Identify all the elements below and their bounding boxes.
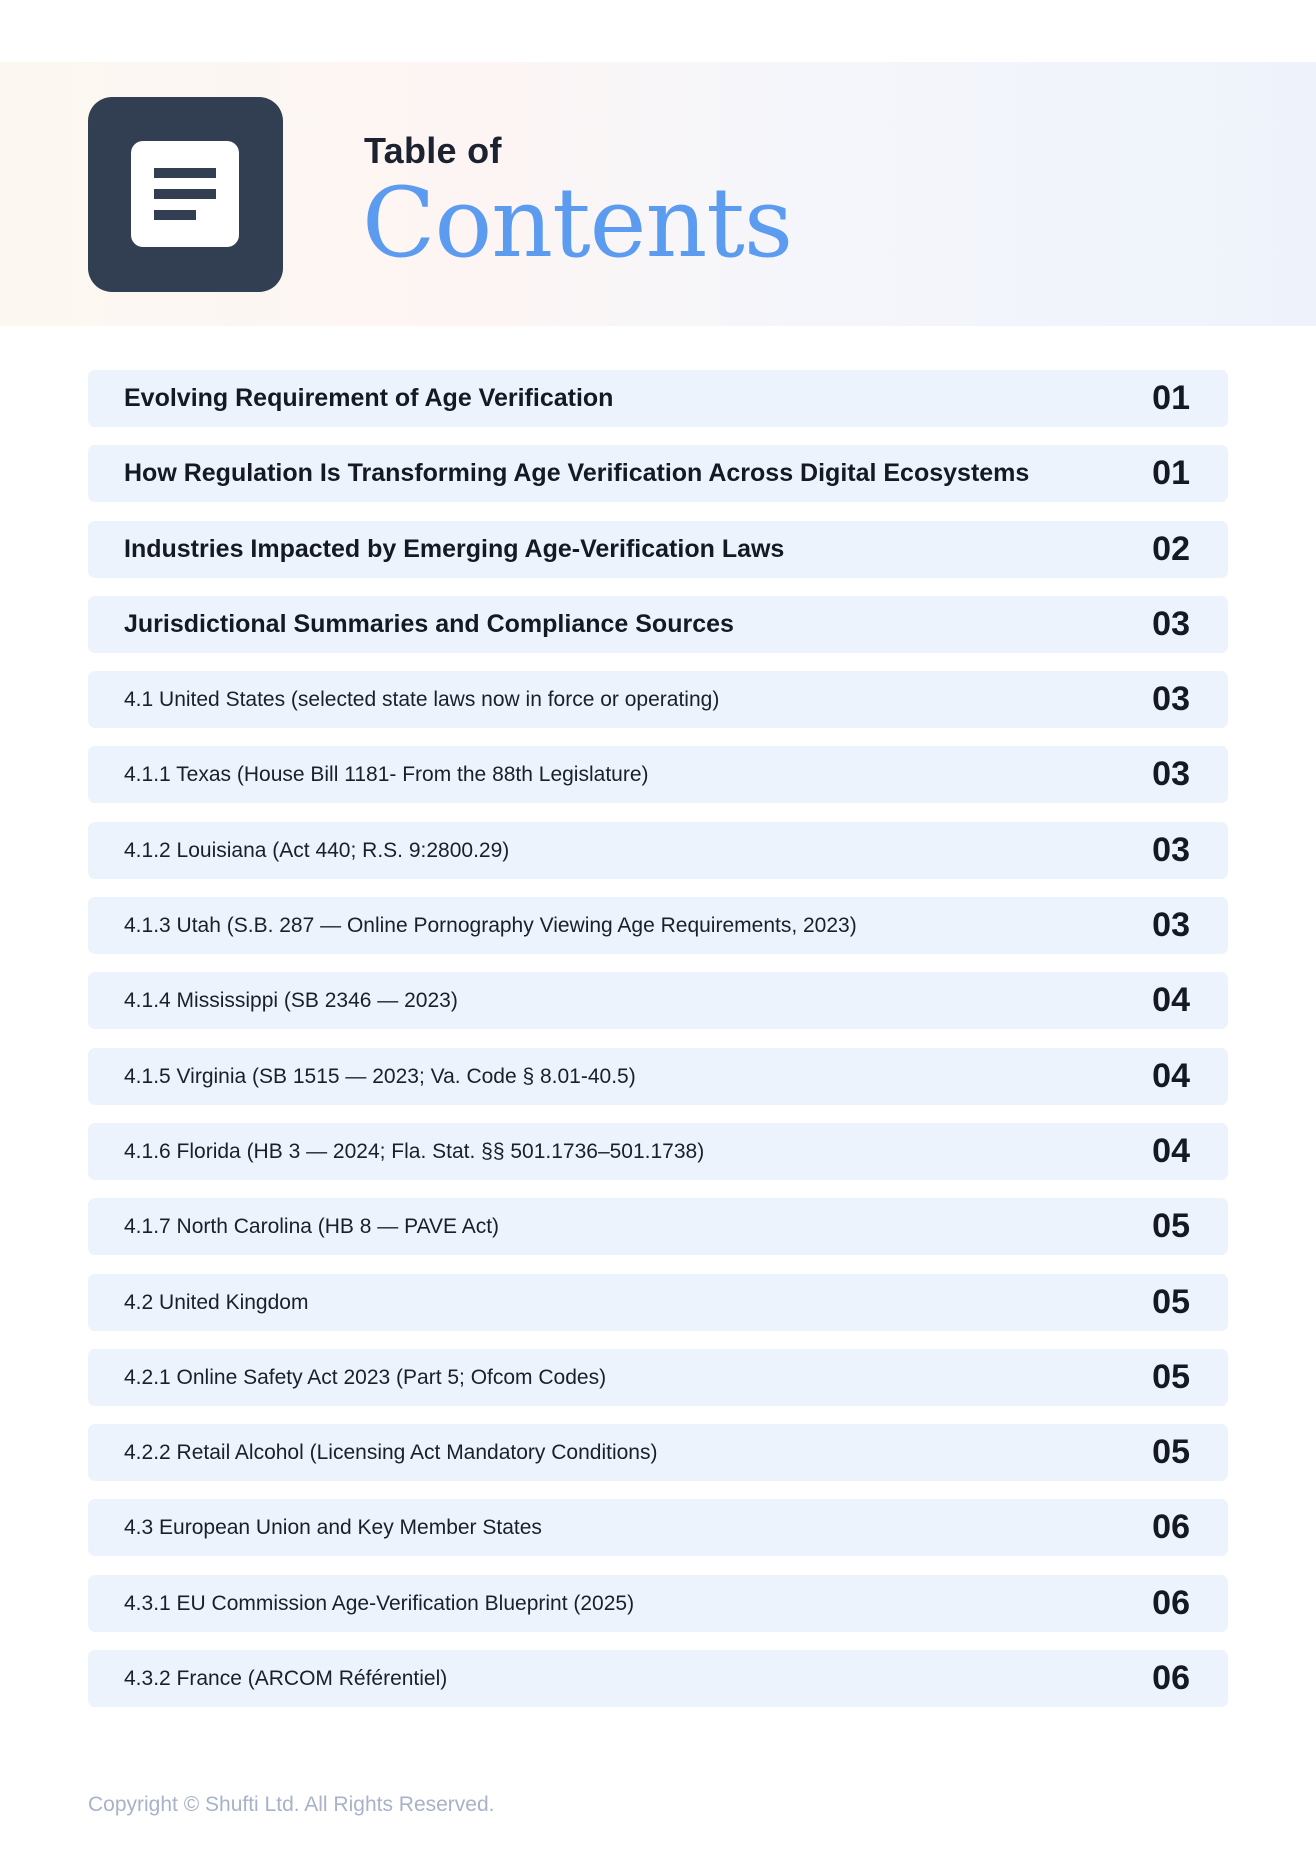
toc-entry-title: 4.3 European Union and Key Member States bbox=[124, 1516, 542, 1540]
toc-entry[interactable] bbox=[88, 822, 1228, 879]
title-small: Table of bbox=[364, 130, 502, 171]
toc-entry[interactable] bbox=[88, 1048, 1228, 1105]
toc-entry[interactable] bbox=[88, 1349, 1228, 1406]
toc-entry[interactable] bbox=[88, 671, 1228, 728]
toc-entry-page-number: 05 bbox=[1152, 1433, 1190, 1472]
toc-entry-page-number: 04 bbox=[1152, 981, 1190, 1020]
toc-entry[interactable] bbox=[88, 1650, 1228, 1707]
toc-entry-page-number: 03 bbox=[1152, 906, 1190, 945]
toc-entry-page-number: 06 bbox=[1152, 1659, 1190, 1698]
icon-line bbox=[154, 168, 216, 178]
toc-entry[interactable] bbox=[88, 1198, 1228, 1255]
toc-entry[interactable] bbox=[88, 1575, 1228, 1632]
toc-entry[interactable] bbox=[88, 897, 1228, 954]
toc-entry-page-number: 05 bbox=[1152, 1207, 1190, 1246]
toc-entry-page-number: 05 bbox=[1152, 1282, 1190, 1321]
document-sheet bbox=[131, 141, 239, 247]
toc-entry[interactable] bbox=[88, 445, 1228, 502]
toc-entry[interactable] bbox=[88, 1274, 1228, 1331]
toc-entry-title: 4.1.5 Virginia (SB 1515 — 2023; Va. Code § 8.01-40.5) bbox=[124, 1064, 636, 1088]
toc-entry-title: 4.1.1 Texas (House Bill 1181- From the 88th Legislature) bbox=[124, 763, 649, 787]
toc-entry-title: Jurisdictional Summaries and Compliance Sources bbox=[124, 609, 734, 638]
document-lines-icon bbox=[88, 97, 283, 292]
toc-entry-title: 4.2 United Kingdom bbox=[124, 1290, 309, 1314]
toc-entry-page-number: 03 bbox=[1152, 755, 1190, 794]
page-title: Contents bbox=[362, 167, 793, 279]
toc-entry-title: 4.3.1 EU Commission Age-Verification Blueprint (2025) bbox=[124, 1591, 635, 1615]
toc-entry-title: 4.1.4 Mississippi (SB 2346 — 2023) bbox=[124, 989, 458, 1013]
toc-entry-title: 4.1.2 Louisiana (Act 440; R.S. 9:2800.29) bbox=[124, 838, 510, 862]
toc-entry[interactable] bbox=[88, 596, 1228, 653]
toc-entry-title: 4.2.2 Retail Alcohol (Licensing Act Mandatory Conditions) bbox=[124, 1441, 658, 1465]
toc-entry-title: How Regulation Is Transforming Age Verification Across Digital Ecosystems bbox=[124, 459, 1030, 488]
toc-entry-title: 4.3.2 France (ARCOM Référentiel) bbox=[124, 1667, 448, 1691]
toc-entry[interactable] bbox=[88, 521, 1228, 578]
toc-entry-page-number: 04 bbox=[1152, 1056, 1190, 1095]
toc-entry-title: 4.2.1 Online Safety Act 2023 (Part 5; Ofcom Codes) bbox=[124, 1365, 607, 1389]
toc-entry-title: Industries Impacted by Emerging Age-Verification Laws bbox=[124, 534, 785, 563]
toc-entry-page-number: 01 bbox=[1152, 379, 1190, 417]
toc-entry-page-number: 03 bbox=[1152, 680, 1190, 719]
toc-entry-page-number: 05 bbox=[1152, 1357, 1190, 1396]
copyright-notice: Copyright © Shufti Ltd. All Rights Reserved. bbox=[88, 1793, 495, 1816]
toc-entry[interactable] bbox=[88, 370, 1228, 427]
toc-entry-page-number: 03 bbox=[1152, 830, 1190, 869]
toc-entry[interactable] bbox=[88, 1424, 1228, 1481]
toc-entry-page-number: 06 bbox=[1152, 1508, 1190, 1547]
toc-entry[interactable] bbox=[88, 746, 1228, 803]
icon-line bbox=[154, 189, 216, 199]
toc-entry-page-number: 03 bbox=[1152, 604, 1190, 643]
icon-line bbox=[154, 210, 196, 220]
toc-entry-title: 4.1.7 North Carolina (HB 8 — PAVE Act) bbox=[124, 1215, 500, 1239]
toc-entry-title: Evolving Requirement of Age Verification bbox=[124, 384, 614, 412]
toc-entry[interactable] bbox=[88, 1123, 1228, 1180]
toc-entry[interactable] bbox=[88, 1499, 1228, 1556]
toc-entry-page-number: 06 bbox=[1152, 1583, 1190, 1622]
toc-entry-page-number: 01 bbox=[1152, 454, 1190, 493]
toc-entry-title: 4.1 United States (selected state laws now in force or operating) bbox=[124, 688, 720, 712]
table-of-contents bbox=[88, 370, 1228, 1725]
toc-entry[interactable] bbox=[88, 972, 1228, 1029]
toc-entry-title: 4.1.6 Florida (HB 3 — 2024; Fla. Stat. §§ 501.1736–501.1738) bbox=[124, 1139, 705, 1163]
toc-entry-page-number: 02 bbox=[1152, 529, 1190, 568]
toc-entry-title: 4.1.3 Utah (S.B. 287 — Online Pornography Viewing Age Requirements, 2023) bbox=[124, 914, 857, 938]
toc-entry-page-number: 04 bbox=[1152, 1131, 1190, 1170]
